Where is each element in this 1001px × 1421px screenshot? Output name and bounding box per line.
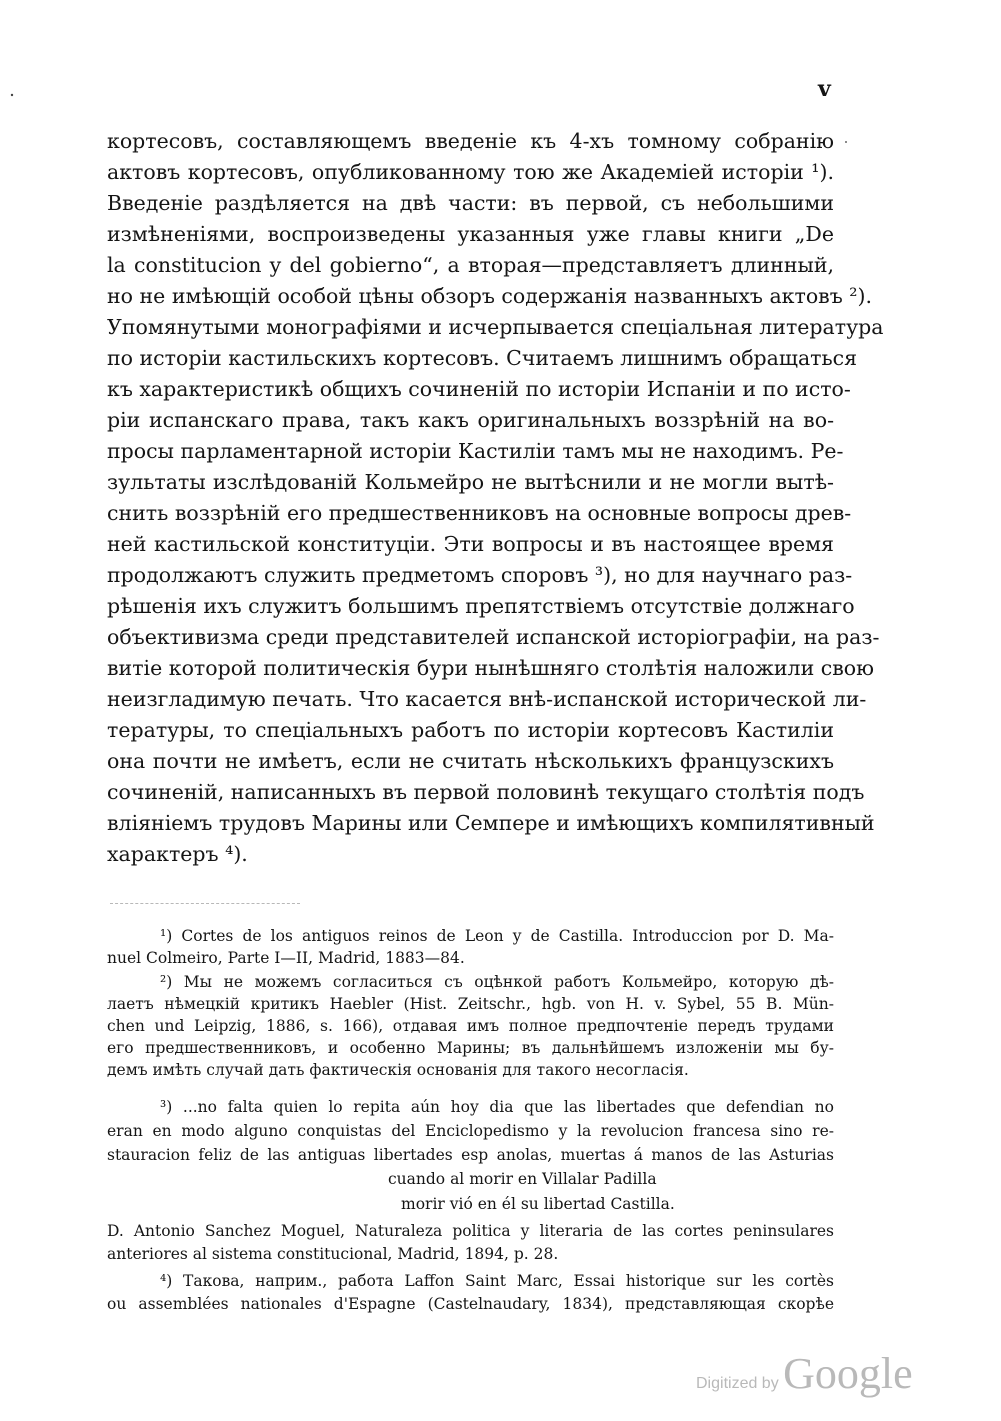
text-line: кортесовъ, составляющемъ введеніе къ 4-хъ томному собранію [107,129,834,153]
text-line: Введеніе раздѣляется на двѣ части: въ первой, съ небольшими [107,191,834,215]
verse-line: cuando al morir en Villalar Padilla [388,1170,657,1188]
footnote-2-line: лаетъ нѣмецкій критикъ Haebler (Hist. Zeitschr., hgb. von H. v. Sybel, 55 B. Mün- [107,995,834,1013]
text-line: просы парламентарной исторіи Кастиліи тамъ мы не находимъ. Ре- [107,439,844,463]
scan-speck [845,141,847,143]
footnote-3-line: ³) ...no falta quien lo repita aún hoy dia que las libertades que defendian no [160,1098,834,1116]
footnote-3-line: stauracion feliz de las antiguas libertades esp anolas, muertas á manos de las Asturias [107,1146,834,1164]
verse-line: morir vió en él su libertad Castilla. [401,1195,675,1213]
text-line: вліяніемъ трудовъ Марины или Семпере и имѣющихъ компилятивный [107,811,875,835]
footnote-4-line: ⁴) Такова, наприм., работа Laffon Saint Marc, Essai historique sur les cortès [160,1272,834,1290]
scan-speck [11,94,13,96]
text-line: ней кастильской конституціи. Эти вопросы и въ настоящее время [107,532,834,556]
text-line: Упомянутыми монографіями и исчерпывается спеціальная литература [107,315,884,339]
text-line: la constitucion y del gobierno“, а вторая—представляетъ длинный, [107,253,834,277]
text-line: измѣненіями, воспроизведены указанныя уже главы книги „De [107,222,834,246]
footnote-2-line: chen und Leipzig, 1886, s. 166), отдавая имъ полное предпочтеніе передъ трудами [107,1017,834,1035]
text-line: рѣшенія ихъ служитъ большимъ препятствіемъ отсутствіе должнаго [107,594,855,618]
text-line: снить воззрѣній его предшественниковъ на основные вопросы древ- [107,501,852,525]
citation-line: anteriores al sistema constitucional, Madrid, 1894, p. 28. [107,1245,559,1263]
footnote-2-line: демъ имѣть случай дать фактическія основанія для такого несогласія. [107,1061,689,1079]
text-line: тературы, то спеціальныхъ работъ по исторіи кортесовъ Кастиліи [107,718,834,742]
citation-line: D. Antonio Sanchez Moguel, Naturaleza politica y literaria de las cortes peninsulares [107,1222,834,1240]
text-line: къ характеристикѣ общихъ сочиненій по исторіи Испаніи и по исто- [107,377,851,401]
footnote-2-line: ²) Мы не можемъ согласиться съ оцѣнкой работъ Кольмейро, которую дѣ- [160,973,834,991]
text-line: продолжаютъ служить предметомъ споровъ ³), но для научнаго раз- [107,563,853,587]
page-number: v [818,76,831,102]
footnote-1-line: ¹) Cortes de los antiguos reinos de Leon y de Castilla. Introduccion por D. Ma- [160,927,834,945]
footnote-3-line: eran en modo alguno conquistas del Enciclopedismo y la revolucion francesa sino re- [107,1122,834,1140]
text-line: но не имѣющій особой цѣны обзоръ содержанія названныхъ актовъ ²). [107,284,872,308]
text-line: витіе которой политическія бури нынѣшняго столѣтія наложили свою [107,656,874,680]
text-line: актовъ кортесовъ, опубликованному тою же Академіей исторіи ¹). [107,160,834,184]
footnote-1-line: nuel Colmeiro, Parte I—II, Madrid, 1883—84. [107,949,465,967]
footnote-2-line: его предшественниковъ, и особенно Марины; въ дальнѣйшемъ изложеніи мы бу- [107,1039,834,1057]
text-line: неизгладимую печать. Что касается внѣ-испанской исторической ли- [107,687,867,711]
text-line: зультаты изслѣдованій Кольмейро не вытѣснили и не могли вытѣ- [107,470,834,494]
text-line: она почти не имѣетъ, если не считать нѣсколькихъ французскихъ [107,749,834,773]
text-line: сочиненій, написанныхъ въ первой половинѣ текущаго столѣтія подъ [107,780,865,804]
text-line: характеръ ⁴). [107,842,248,866]
footnote-4-line: ou assemblées nationales d'Espagne (Castelnaudary, 1834), представляющая скорѣе [107,1295,834,1313]
text-line: объективизма среди представителей испанской исторіографіи, на раз- [107,625,880,649]
text-line: ріи испанскаго права, такъ какъ оригинальныхъ воззрѣній на во- [107,408,834,432]
watermark-prefix: Digitized by [696,1375,779,1392]
text-line: по исторіи кастильскихъ кортесовъ. Считаемъ лишнимъ обращаться [107,346,858,370]
watermark-brand: Google [783,1349,913,1398]
